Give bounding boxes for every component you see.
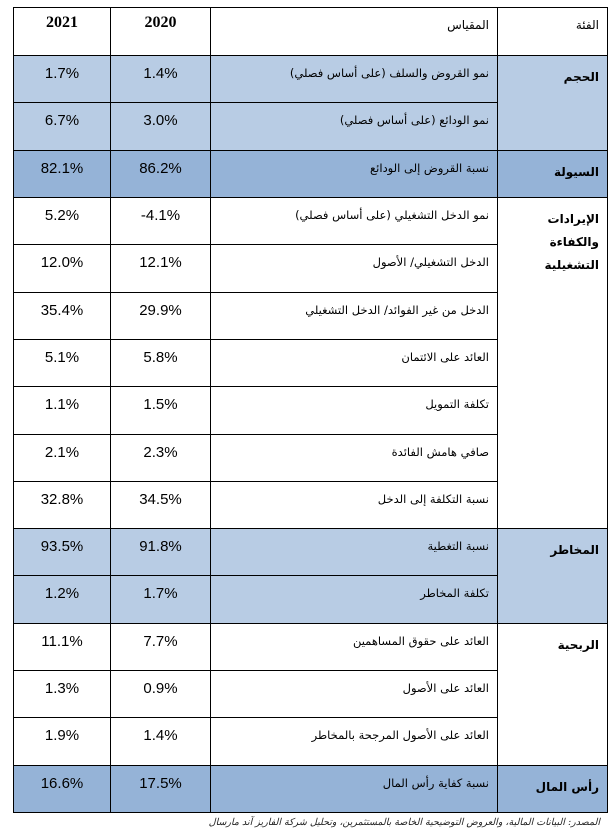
value-2021: 5.2% (14, 197, 111, 244)
metric-label: العائد على الائتمان (211, 339, 498, 386)
source-note: المصدر: البيانات المالية، والعروض التوضيحية الخاصة بالمستثمرين، وتحليل شركة الفاريز آند مارسال (208, 817, 600, 828)
value-2021: 32.8% (14, 481, 111, 528)
metric-label: تكلفة المخاطر (211, 576, 498, 623)
value-2021: 82.1% (14, 150, 111, 197)
value-2021: 35.4% (14, 292, 111, 339)
value-2021: 1.3% (14, 671, 111, 718)
value-2020: 3.0% (111, 103, 211, 150)
table-row (14, 56, 608, 103)
value-2020: 5.8% (111, 339, 211, 386)
value-2021: 12.0% (14, 245, 111, 292)
value-2020: 91.8% (111, 529, 211, 576)
metric-label: نسبة التغطية (211, 529, 498, 576)
metric-label: نمو الدخل التشغيلي (على أساس فصلي) (211, 197, 498, 244)
table-row (14, 150, 608, 197)
value-2020: 1.7% (111, 576, 211, 623)
value-2020: 34.5% (111, 481, 211, 528)
value-2021: 1.9% (14, 718, 111, 765)
value-2020: 0.9% (111, 671, 211, 718)
header-category: الفئة (498, 8, 608, 56)
table-row (14, 623, 608, 670)
value-2021: 11.1% (14, 623, 111, 670)
value-2021: 5.1% (14, 339, 111, 386)
category-label: المخاطر (498, 529, 608, 624)
table-header-row (14, 8, 608, 56)
financial-metrics-table (13, 7, 608, 813)
metric-label: الدخل من غير الفوائد/ الدخل التشغيلي (211, 292, 498, 339)
metric-label: الدخل التشغيلي/ الأصول (211, 245, 498, 292)
value-2020: 17.5% (111, 765, 211, 812)
value-2020: 1.4% (111, 56, 211, 103)
category-label: الحجم (498, 56, 608, 151)
table-row (14, 765, 608, 812)
value-2020: 86.2% (111, 150, 211, 197)
value-2021: 1.2% (14, 576, 111, 623)
value-2021: 1.1% (14, 387, 111, 434)
value-2020: 7.7% (111, 623, 211, 670)
metric-label: العائد على حقوق المساهمين (211, 623, 498, 670)
header-2020: 2020 (111, 8, 211, 56)
header-2021: 2021 (14, 8, 111, 56)
metric-label: تكلفة التمويل (211, 387, 498, 434)
metric-label: صافي هامش الفائدة (211, 434, 498, 481)
category-label: السيولة (498, 150, 608, 197)
value-2020: 29.9% (111, 292, 211, 339)
value-2021: 16.6% (14, 765, 111, 812)
value-2020: -4.1% (111, 197, 211, 244)
metric-label: نمو القروض والسلف (على أساس فصلي) (211, 56, 498, 103)
table-row (14, 197, 608, 244)
header-metric: المقياس (211, 8, 498, 56)
value-2021: 93.5% (14, 529, 111, 576)
value-2021: 1.7% (14, 56, 111, 103)
category-label: الإيرادات والكفاءة التشغيلية (498, 197, 608, 528)
value-2021: 6.7% (14, 103, 111, 150)
metric-label: نسبة كفاية رأس المال (211, 765, 498, 812)
table-body (14, 56, 608, 813)
metric-label: نسبة التكلفة إلى الدخل (211, 481, 498, 528)
value-2020: 12.1% (111, 245, 211, 292)
category-label: الربحية (498, 623, 608, 765)
metric-label: العائد على الأصول (211, 671, 498, 718)
value-2020: 2.3% (111, 434, 211, 481)
value-2020: 1.5% (111, 387, 211, 434)
metric-label: نمو الودائع (على أساس فصلي) (211, 103, 498, 150)
category-label: رأس المال (498, 765, 608, 812)
metric-label: العائد على الأصول المرجحة بالمخاطر (211, 718, 498, 765)
metric-label: نسبة القروض إلى الودائع (211, 150, 498, 197)
value-2020: 1.4% (111, 718, 211, 765)
table-row (14, 529, 608, 576)
value-2021: 2.1% (14, 434, 111, 481)
